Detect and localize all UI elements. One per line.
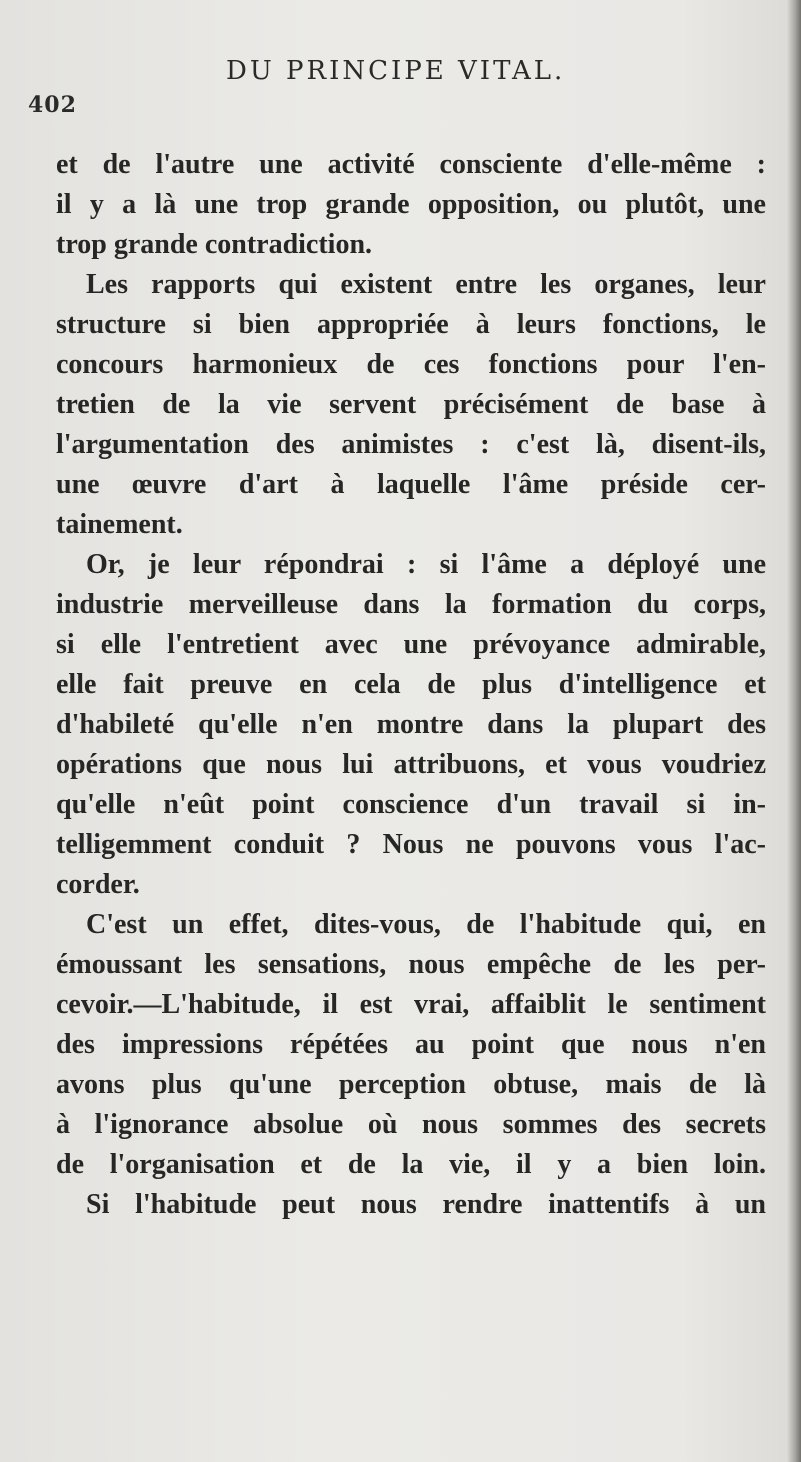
text-line: une œuvre d'art à laquelle l'âme préside cer- [56, 469, 766, 500]
text-line: tainement. [56, 509, 183, 540]
text-line: l'argumentation des animistes : c'est là, disent-ils, [56, 429, 766, 460]
page-edge-shadow [787, 0, 801, 1462]
text-line: C'est un effet, dites-vous, de l'habitude qui, en [86, 909, 766, 940]
text-line: des impressions répétées au point que nous n'en [56, 1029, 766, 1060]
text-line: trop grande contradiction. [56, 229, 373, 260]
text-line: elle fait preuve en cela de plus d'intelligence et [56, 669, 766, 700]
text-line: structure si bien appropriée à leurs fonctions, le [56, 309, 766, 340]
text-line: de l'organisation et de la vie, il y a bien loin. [56, 1149, 766, 1180]
body-text [56, 145, 766, 1225]
text-line: à l'ignorance absolue où nous sommes des secrets [56, 1109, 766, 1140]
page-header [28, 56, 748, 118]
text-line: concours harmonieux de ces fonctions pour l'en- [56, 349, 766, 380]
text-line: il y a là une trop grande opposition, ou plutôt, une [56, 189, 766, 220]
text-line: qu'elle n'eût point conscience d'un travail si in- [56, 789, 766, 820]
text-line: émoussant les sensations, nous empêche de les per- [56, 949, 766, 980]
text-line: opérations que nous lui attribuons, et vous voudriez [56, 749, 766, 780]
text-line: Or, je leur répondrai : si l'âme a déployé une [86, 549, 766, 580]
page-number: 402 [28, 92, 77, 118]
text-line: telligemment conduit ? Nous ne pouvons vous l'ac- [56, 829, 766, 860]
text-line: si elle l'entretient avec une prévoyance admirable, [56, 629, 766, 660]
text-line: industrie merveilleuse dans la formation du corps, [56, 589, 766, 620]
text-line: avons plus qu'une perception obtuse, mais de là [56, 1069, 766, 1100]
text-line: tretien de la vie servent précisément de base à [56, 389, 766, 420]
text-line: d'habileté qu'elle n'en montre dans la plupart des [56, 709, 766, 740]
text-line: Si l'habitude peut nous rendre inattentifs à un [86, 1189, 766, 1220]
text-line: cevoir.—L'habitude, il est vrai, affaiblit le sentiment [56, 989, 766, 1020]
running-head: DU PRINCIPE VITAL. [226, 56, 566, 86]
text-line: et de l'autre une activité consciente d'elle-même : [56, 149, 766, 180]
text-line: Les rapports qui existent entre les organes, leur [86, 269, 766, 300]
text-line: corder. [56, 869, 140, 900]
